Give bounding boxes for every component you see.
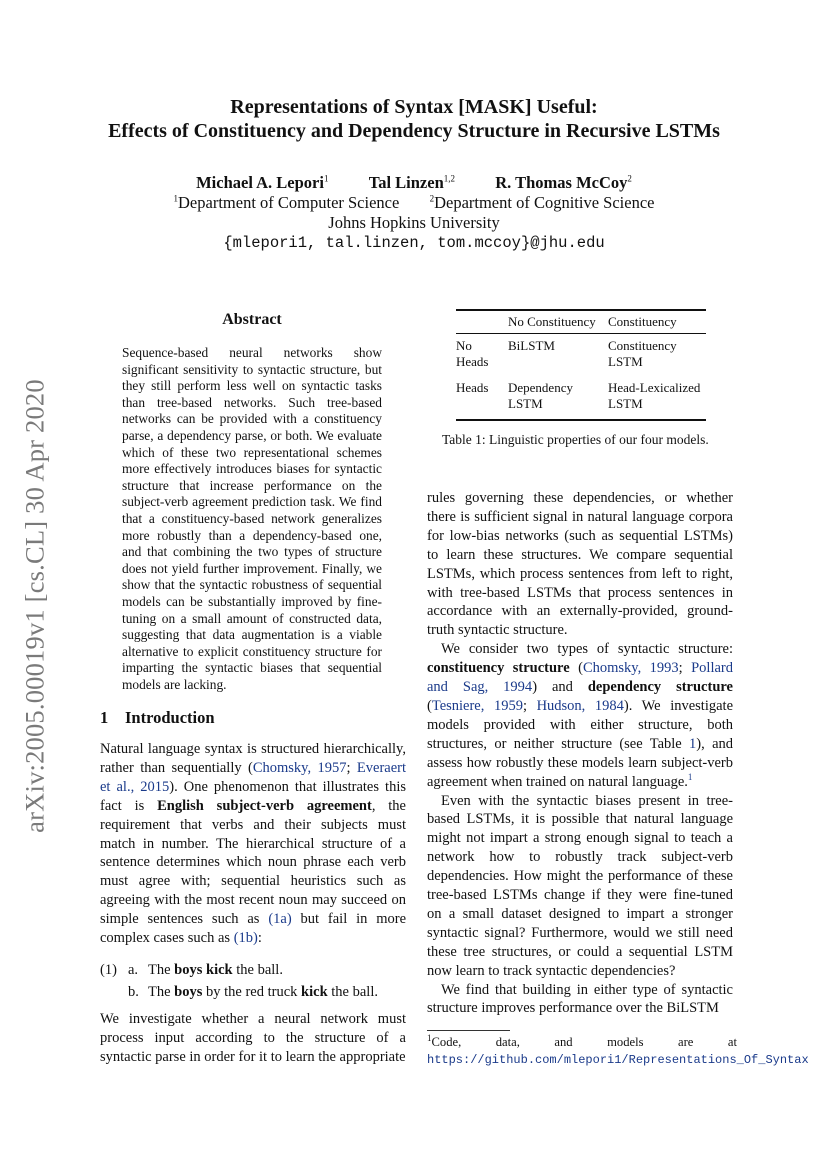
intro-paragraph-4: We consider two types of syntactic structure: constituency structure (Chomsky, 1993; Pollard and Sag, 1994) and dependency structure (Tesniere, 1959; Hudson, 1984). We investigate models provided with either structure, both structures, or neither structure (see Table 1), and assess how robustly these models learn subject-verb agreement when trained on natural language.$^1$ (427, 641, 734, 790)
table-header: Constituency (608, 314, 677, 329)
table-row: Heads Dependency LSTM Head-Lexicalized LSTM (456, 380, 701, 411)
author-name: Michael A. Lepori (196, 173, 324, 192)
table-bottom-rule (456, 419, 706, 421)
intro-paragraph-6: We find that building in either type of syntactic structure improves performance over the BiLSTM (427, 981, 733, 1017)
citation-link[interactable]: Hudson, 1984 (536, 697, 624, 714)
table-row: No Heads BiLSTM Constituency LSTM (456, 338, 677, 369)
author-name: R. Thomas McCoy (495, 173, 628, 192)
intro-paragraph-3: rules governing these dependencies, or whether there is sufficient signal in natural language corpora for low-bias networks (such as sequential LSTMs) to learn these structures. We compare sequential LSTMs, which process sentences from left to right, with tree-based LSTMs that process sentences in accordance with an externally-provided, ground-truth syntactic structure. (427, 490, 733, 639)
paper-title-line-2: Effects of Constituency and Dependency Structure in Recursive LSTMs (108, 120, 720, 142)
table-ref-link[interactable]: 1 (689, 735, 697, 752)
citation-link[interactable]: Tesniere, 1959 (431, 697, 523, 714)
affiliation-mark: 1 (173, 193, 179, 204)
citation-link[interactable]: Chomsky, 1993 (582, 660, 679, 677)
citation-link[interactable]: Everaert et al., 2015 (100, 759, 407, 795)
arxiv-sidebar-stamp (14, 363, 56, 848)
example-ref-link[interactable]: (1b) (233, 930, 258, 947)
citation-link[interactable]: Pollard and Sag, 1994 (427, 660, 733, 696)
footnote-number: 1 (427, 1032, 432, 1043)
affiliation-cs: Department of Computer Science (178, 193, 400, 212)
abstract-heading: Abstract (222, 311, 282, 328)
arxiv-identifier: arXiv:2005.00019v1 [cs.CL] 30 Apr 2020 (19, 378, 50, 833)
section-title: Introduction (125, 708, 215, 727)
intro-paragraph-1: Natural language syntax is structured hierarchically, rather than sequentially (Chomsky, 1957; Everaert et al., 2015). One phenomenon that illustrates this fact is English subject-verb agreement, the requirement that verbs and their subjects must match in number. The hierarchical structure of a sentence determines which noun phrase each verb must agree with; sequential heuristics such as agreeing with the most recent noun may succeed on simple sentences such as (1a) but fail in more complex cases such as (1b): (100, 741, 407, 947)
affiliation-mark: 2 (429, 193, 435, 204)
table-header (456, 309, 508, 333)
institution: Johns Hopkins University (328, 213, 500, 232)
affiliations (0, 193, 828, 213)
footnote-rule (427, 1030, 510, 1031)
table-header: No Constituency (508, 314, 596, 329)
table-caption: Table 1: Linguistic properties of our four models. (442, 432, 709, 447)
author-name: Tal Linzen (368, 173, 444, 192)
intro-paragraph-2: We investigate whether a neural network must process input according to the structure of a syntactic parse in order for it to learn the appropriate (100, 1011, 406, 1065)
table-models (456, 309, 706, 419)
author-affiliation-mark: 1,2 (443, 173, 455, 184)
intro-paragraph-5: Even with the syntactic biases present in tree-based LSTMs, it is possible that natural language might not impart a strong enough signal to teach a network how to robustly track subject-verb dependencies. How might the performance of these tree-based LSTMs change if they were fine-tuned on a small dataset designed to impart a stronger syntactic signal? Furthermore, would we still need these tree structures, or could a sequential LSTM now learn to track syntactic dependencies? (427, 792, 733, 979)
example-item: b. The boys by the red truck kick the ball. (128, 984, 378, 1000)
section-number: 1 (100, 708, 109, 727)
example-sentences (100, 959, 406, 1003)
author-emails: {mlepori1, tal.linzen, tom.mccoy}@jhu.edu (223, 234, 605, 252)
section-heading (100, 708, 215, 728)
abstract-text: Sequence-based neural networks show significant sensitivity to syntactic structure, but they still perform less well on syntactic tasks than tree-based networks. Such tree-based networks can be provided with a constituency parse, a dependency parse, or both. We evaluate which of these two representational schemes more effectively introduces biases for syntactic structure that increase performance on the subject-verb agreement prediction task. We find that a constituency-based network generalizes more robustly than a dependency-based one, and that combining the two types of structure does not yield further improvement. Finally, we show that the syntactic robustness of sequential models can be substantially improved by fine-tuning on a small amount of constructed data, suggesting that data augmentation is a viable alternative to explicit constituency structure for imparting the syntactic biases that sequential models are lacking. (122, 345, 382, 692)
citation-link[interactable]: Chomsky, 1957 (252, 759, 347, 776)
author-list (0, 173, 828, 193)
example-ref-link[interactable]: (1a) (268, 911, 292, 928)
footnote-text: Code, data, and models are at (431, 1035, 737, 1049)
right-column-text (427, 489, 733, 1018)
footnote (427, 1032, 809, 1068)
author-affiliation-mark: 1 (323, 173, 329, 184)
example-item: (1) a. The boys kick the ball. (100, 962, 283, 978)
paper-title-line-1: Representations of Syntax [MASK] Useful: (230, 96, 598, 118)
affiliation-cogsci: Department of Cognitive Science (434, 193, 655, 212)
footnote-marker[interactable]: 1 (687, 771, 693, 782)
footnote-url-link[interactable]: https://github.com/mlepori1/Representations_Of_Syntax (427, 1052, 809, 1067)
author-affiliation-mark: 2 (627, 173, 632, 184)
